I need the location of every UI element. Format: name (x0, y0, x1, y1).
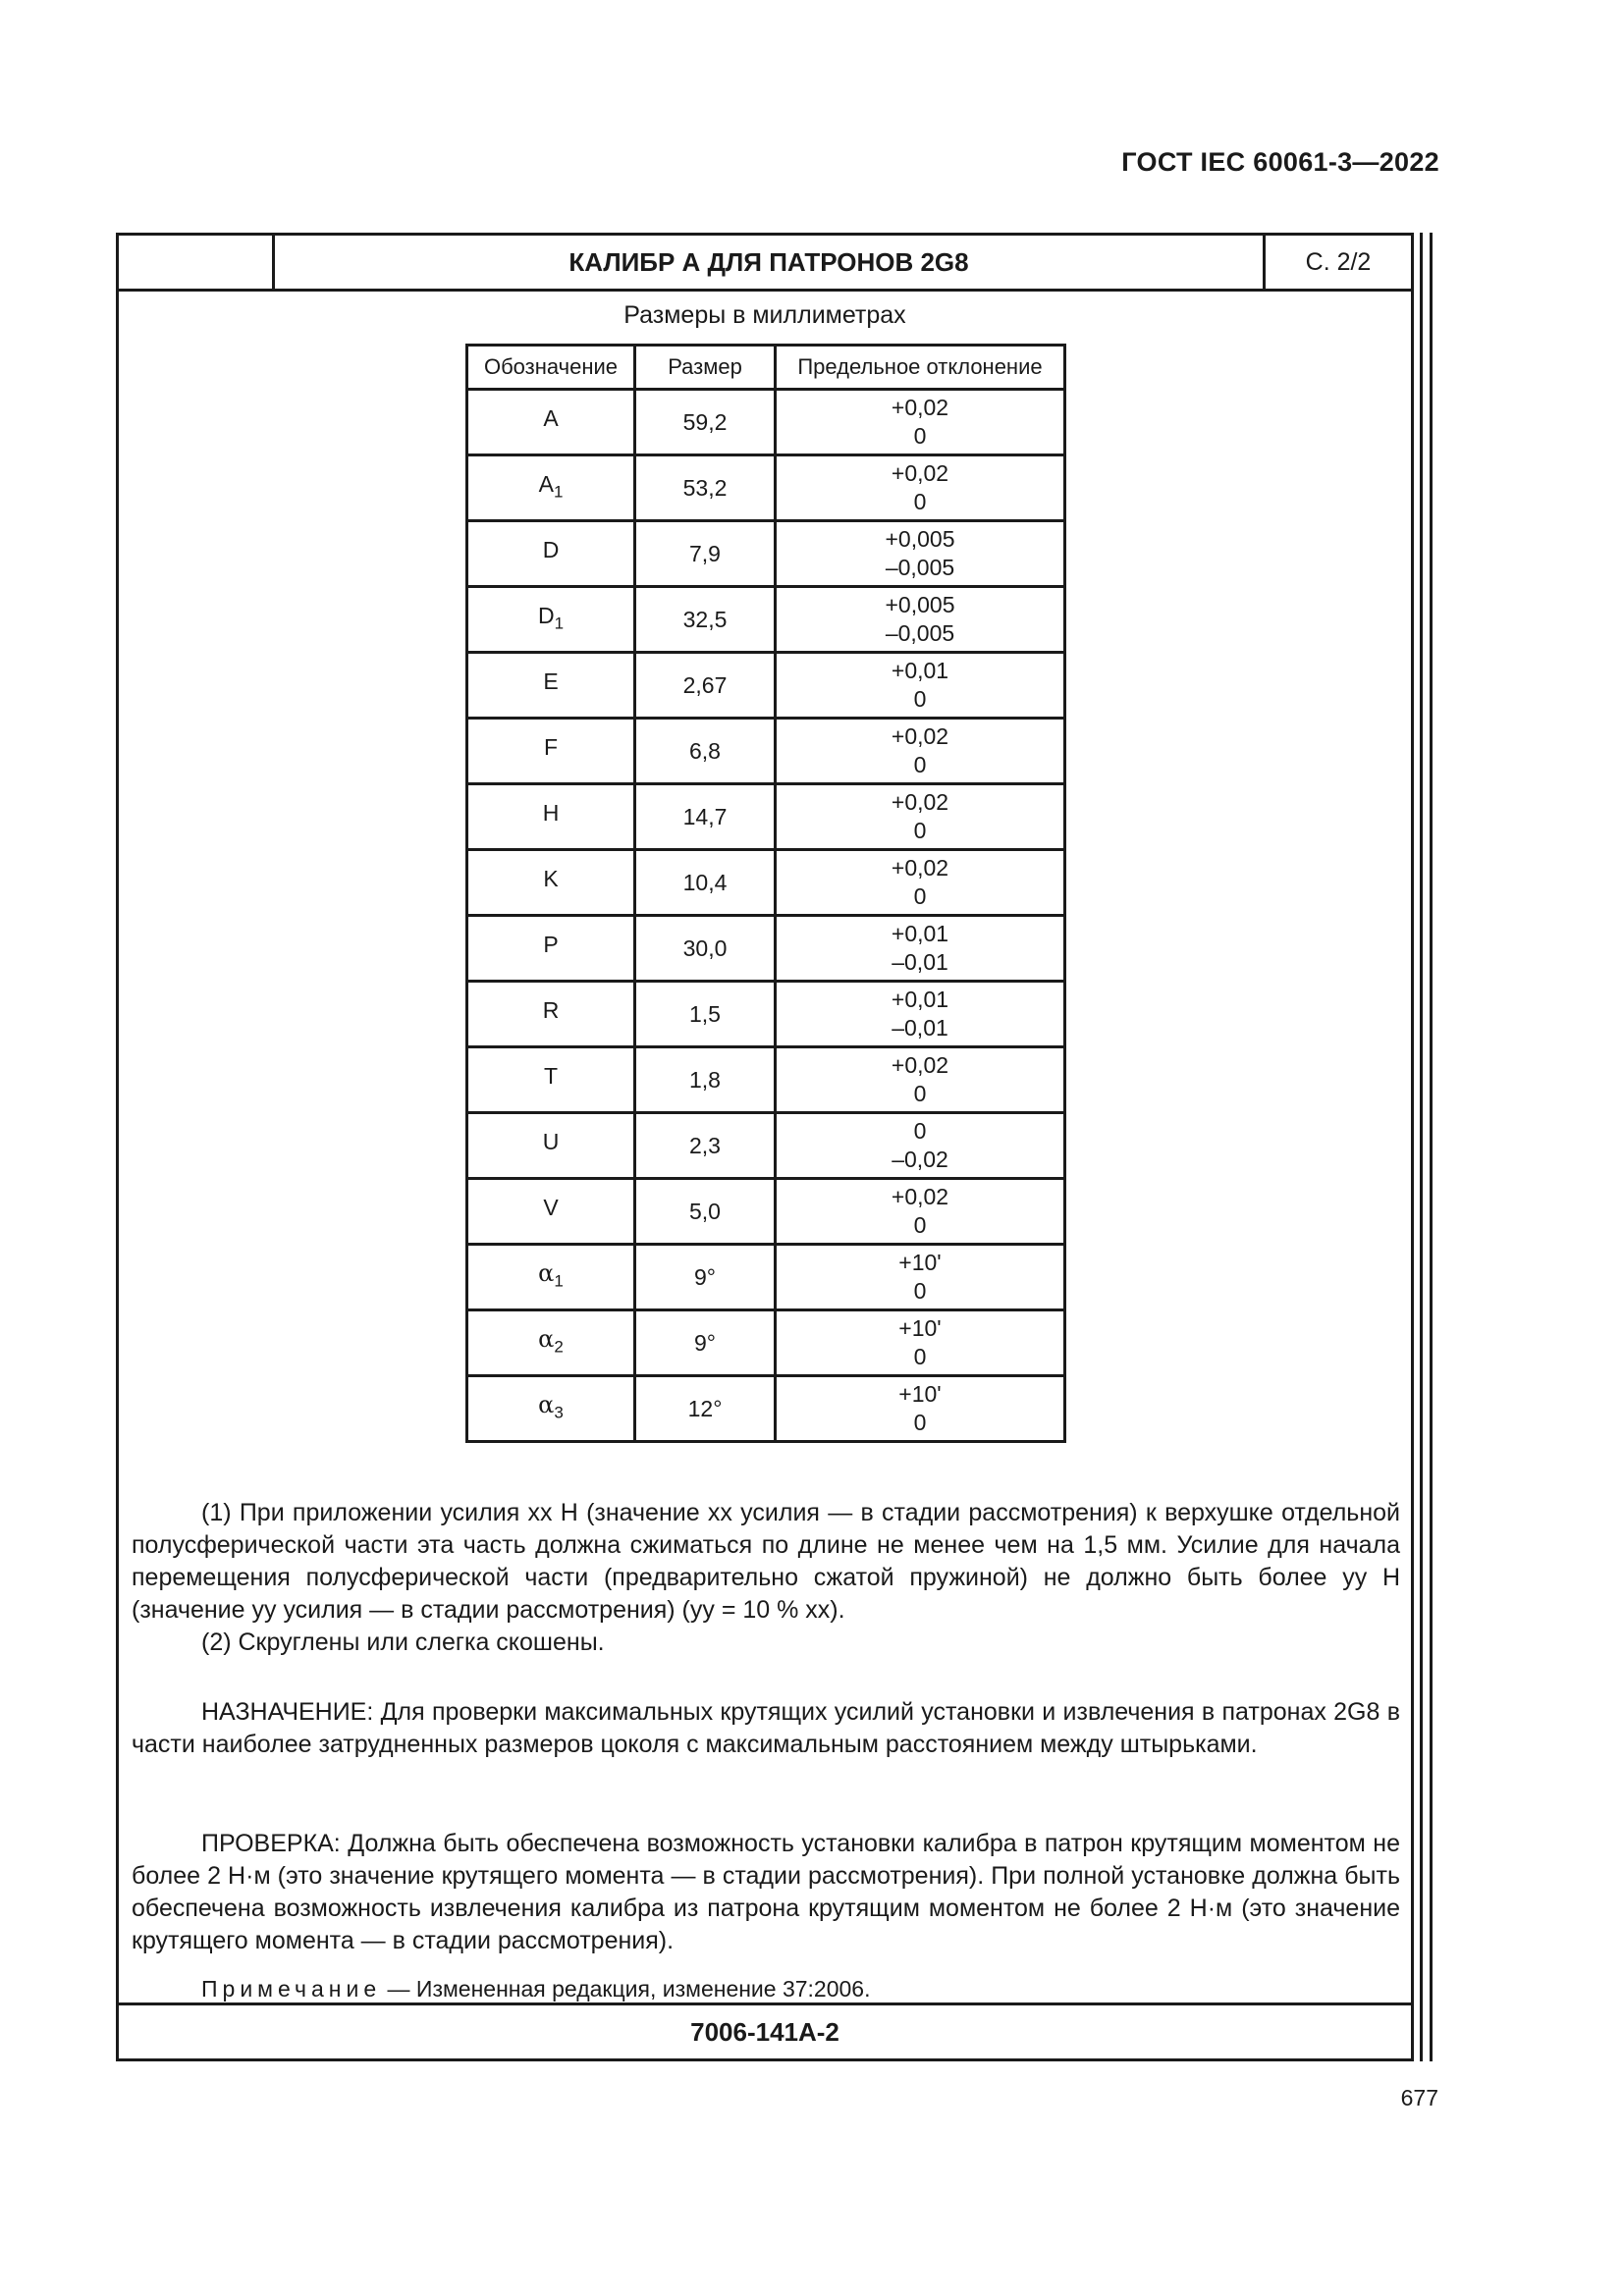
tolerance-lower: –0,01 (892, 1015, 948, 1041)
tolerance-lower: 0 (913, 818, 927, 843)
tolerance-cell (776, 521, 1065, 587)
symbol-text: H (542, 799, 560, 826)
symbol-text: α (538, 1258, 555, 1287)
table-row (467, 916, 1065, 982)
symbol-text: A (543, 404, 559, 431)
tolerance-lower: 0 (913, 1278, 927, 1304)
tolerance-lower: –0,005 (885, 555, 955, 580)
size-cell: 6,8 (635, 719, 776, 784)
table-row (467, 390, 1065, 455)
tolerance-upper: +0,02 (891, 1184, 949, 1209)
tolerance-upper: +0,02 (891, 723, 949, 749)
symbol-cell (467, 850, 635, 916)
tolerance-lower: 0 (913, 489, 927, 514)
tolerance-lower: –0,01 (892, 949, 948, 975)
sheet-title: КАЛИБР А ДЛЯ ПАТРОНОВ 2G8 (275, 236, 1266, 289)
symbol-cell (467, 1047, 635, 1113)
size-cell: 14,7 (635, 784, 776, 850)
column-header-size: Размер (635, 346, 776, 390)
symbol-text: V (543, 1194, 559, 1220)
symbol-subscript: 3 (554, 1403, 564, 1422)
table-row (467, 653, 1065, 719)
symbol-text: α (538, 1324, 555, 1353)
symbol-subscript: 2 (554, 1337, 564, 1357)
tolerance-upper: +10' (898, 1250, 942, 1275)
table-row (467, 1113, 1065, 1179)
symbol-text: T (543, 1062, 559, 1089)
symbol-cell (467, 719, 635, 784)
footnote-1: (1) При приложении усилия хх Н (значение хх усилия — в стадии рассмотрения) к верхушке отдельной полусферической части эта часть должна сжиматься по длине не менее чем на 1,5 мм. Усилие для начала перемещения полусферической части (предварительно сжатой пружиной) не должно быть более уу Н (значение уу усилия — в стадии рассмотрения) (уу = 10 % хх). (132, 1499, 1400, 1624)
tolerance-lower: 0 (913, 686, 927, 712)
tolerance-upper: +0,02 (891, 789, 949, 815)
size-cell: 1,5 (635, 982, 776, 1047)
sheet-page: С. 2/2 (1305, 247, 1372, 276)
table-header-row (467, 346, 1065, 390)
size-cell: 32,5 (635, 587, 776, 653)
symbol-text: D (537, 602, 555, 628)
symbol-text: R (542, 996, 560, 1023)
table-row (467, 784, 1065, 850)
symbol-text: F (543, 733, 559, 760)
table-row (467, 850, 1065, 916)
tolerance-lower: 0 (913, 1410, 927, 1435)
tolerance-cell (776, 982, 1065, 1047)
tolerance-upper: +0,01 (891, 987, 949, 1012)
tolerance-lower: 0 (913, 883, 927, 909)
table-row (467, 1376, 1065, 1442)
symbol-cell (467, 390, 635, 455)
tolerance-cell (776, 850, 1065, 916)
table-row (467, 521, 1065, 587)
note-text: — Измененная редакция, изменение 37:2006. (381, 1976, 871, 2002)
check-paragraph (132, 1828, 1400, 1957)
size-cell: 2,3 (635, 1113, 776, 1179)
tolerance-cell (776, 587, 1065, 653)
size-cell: 12° (635, 1376, 776, 1442)
symbol-cell (467, 916, 635, 982)
tolerance-cell (776, 455, 1065, 521)
symbol-text: A (538, 470, 554, 497)
table-row (467, 1047, 1065, 1113)
title-block (119, 236, 1411, 292)
purpose-paragraph (132, 1696, 1400, 1761)
symbol-cell (467, 1245, 635, 1310)
frame-double-line-2 (1430, 233, 1433, 2061)
symbol-subscript: 1 (553, 482, 564, 502)
tolerance-lower: 0 (913, 1081, 927, 1106)
tolerance-cell (776, 1047, 1065, 1113)
tolerance-lower: 0 (913, 423, 927, 449)
symbol-cell (467, 521, 635, 587)
tolerance-lower: 0 (913, 1344, 927, 1369)
tolerance-upper: +0,005 (885, 526, 955, 552)
tolerance-cell (776, 784, 1065, 850)
tolerance-cell (776, 1179, 1065, 1245)
purpose-text: НАЗНАЧЕНИЕ: Для проверки максимальных крутящих усилий установки и извлечения в патронах 2G8 в части наиболее затрудненных размеров цоколя с максимальным расстоянием между штырьками. (132, 1698, 1400, 1758)
symbol-cell (467, 653, 635, 719)
footnote-2: (2) Скруглены или слегка скошены. (201, 1629, 605, 1656)
tolerance-upper: +0,02 (891, 460, 949, 486)
symbol-text: D (542, 536, 560, 562)
table-row (467, 982, 1065, 1047)
table-row (467, 587, 1065, 653)
tolerance-upper: +0,02 (891, 1052, 949, 1078)
tolerance-lower: 0 (913, 752, 927, 777)
size-cell: 2,67 (635, 653, 776, 719)
column-header-symbol: Обозначение (467, 346, 635, 390)
tolerance-lower: –0,02 (892, 1147, 948, 1172)
tolerance-cell (776, 1310, 1065, 1376)
tolerance-cell (776, 390, 1065, 455)
tolerance-upper: +0,02 (891, 395, 949, 420)
table-row (467, 455, 1065, 521)
symbol-cell (467, 1113, 635, 1179)
tolerance-upper: +0,01 (891, 921, 949, 946)
symbol-cell (467, 587, 635, 653)
size-cell: 1,8 (635, 1047, 776, 1113)
note-label: Примечание (201, 1976, 382, 2002)
note (201, 1976, 871, 2002)
symbol-cell (467, 455, 635, 521)
sheet-code: 7006-141А-2 (119, 2002, 1411, 2058)
symbol-cell (467, 1310, 635, 1376)
page-number: 677 (1400, 2085, 1438, 2110)
footnotes (132, 1497, 1400, 1659)
tolerance-upper: +10' (898, 1381, 942, 1407)
tolerance-cell (776, 1245, 1065, 1310)
symbol-text: α (538, 1390, 555, 1418)
table-body (467, 390, 1065, 1442)
symbol-text: U (542, 1128, 560, 1154)
size-cell: 5,0 (635, 1179, 776, 1245)
symbol-text: P (543, 931, 559, 957)
size-cell: 59,2 (635, 390, 776, 455)
symbol-subscript: 1 (554, 1271, 564, 1291)
symbol-cell (467, 1179, 635, 1245)
size-cell: 53,2 (635, 455, 776, 521)
tolerance-cell (776, 916, 1065, 982)
table-row (467, 719, 1065, 784)
symbol-text: E (543, 667, 559, 694)
size-cell: 10,4 (635, 850, 776, 916)
size-cell: 7,9 (635, 521, 776, 587)
tolerance-upper: +0,005 (885, 592, 955, 617)
tolerance-lower: 0 (913, 1212, 927, 1238)
column-header-tolerance: Предельное отклонение (776, 346, 1065, 390)
symbol-cell (467, 1376, 635, 1442)
tolerance-cell (776, 1113, 1065, 1179)
tolerance-lower: –0,005 (885, 620, 955, 646)
size-cell: 9° (635, 1245, 776, 1310)
table-row (467, 1179, 1065, 1245)
tolerance-upper: +0,01 (891, 658, 949, 683)
symbol-text: K (543, 865, 559, 891)
title-block-empty-cell (119, 236, 275, 289)
tolerance-cell (776, 719, 1065, 784)
standard-code: ГОСТ IEC 60061-3—2022 (1121, 147, 1439, 177)
tolerance-upper: +0,02 (891, 855, 949, 881)
table-caption: Размеры в миллиметрах (623, 301, 906, 329)
symbol-subscript: 1 (554, 614, 565, 633)
check-text: ПРОВЕРКА: Должна быть обеспечена возможность установки калибра в патрон крутящим моментом не более 2 Н·м (это значение крутящего момента — в стадии рассмотрения). При полной установке должна быть обеспечена возможность извлечения калибра из патрона крутящим моментом не более 2 Н·м (это значение крутящего момента — в стадии рассмотрения). (132, 1830, 1400, 1954)
symbol-cell (467, 784, 635, 850)
symbol-cell (467, 982, 635, 1047)
tolerance-upper: +10' (898, 1315, 942, 1341)
tolerance-cell (776, 1376, 1065, 1442)
tolerance-cell (776, 653, 1065, 719)
table-row (467, 1310, 1065, 1376)
table-row (467, 1245, 1065, 1310)
dimensions-table (465, 344, 1066, 1443)
tolerance-upper: 0 (913, 1118, 927, 1144)
frame-double-line-1 (1420, 233, 1423, 2061)
size-cell: 30,0 (635, 916, 776, 982)
size-cell: 9° (635, 1310, 776, 1376)
